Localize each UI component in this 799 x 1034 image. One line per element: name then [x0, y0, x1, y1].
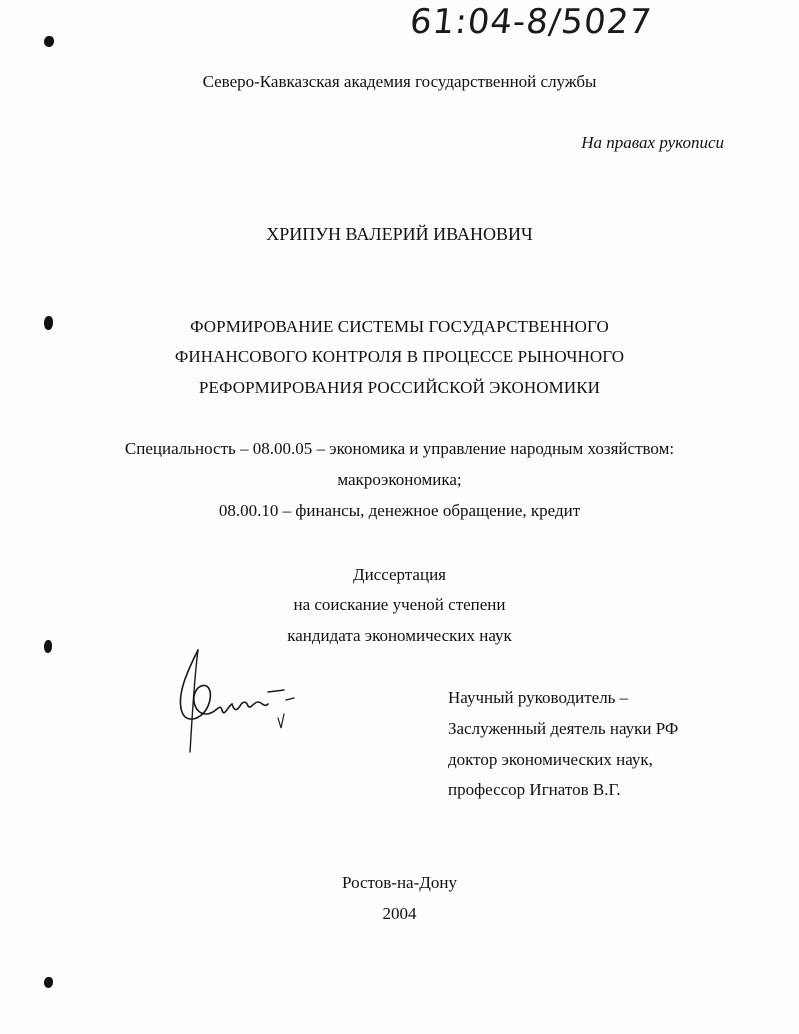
punch-hole-mark [44, 36, 54, 47]
supervisor-line: Заслуженный деятель науки РФ [448, 719, 679, 738]
specialty-line: макроэкономика; [337, 470, 462, 489]
dissertation-line: Диссертация [352, 565, 446, 584]
thesis-title-line: РЕФОРМИРОВАНИЯ РОССИЙСКОЙ ЭКОНОМИКИ [198, 378, 601, 397]
thesis-title-line: ФОРМИРОВАНИЕ СИСТЕМЫ ГОСУДАРСТВЕННОГО [190, 317, 609, 336]
dissertation-line: на соискание ученой степени [293, 595, 506, 614]
signature [168, 640, 308, 760]
author-name: ХРИПУН ВАЛЕРИЙ ИВАНОВИЧ [266, 224, 533, 244]
dissertation-line: кандидата экономических наук [287, 626, 512, 645]
institution-name: Северо-Кавказская академия государственной службы [202, 72, 597, 91]
rights-note: На правах рукописи [581, 133, 724, 152]
punch-hole-mark [44, 977, 53, 988]
archive-code: 61:04-8/5027 [407, 2, 654, 42]
specialty-line: Специальность – 08.00.05 – экономика и управление народным хозяйством: [124, 439, 675, 458]
specialty-line: 08.00.10 – финансы, денежное обращение, кредит [218, 501, 581, 520]
supervisor-line: профессор Игнатов В.Г. [448, 780, 621, 799]
thesis-title-line: ФИНАНСОВОГО КОНТРОЛЯ В ПРОЦЕССЕ РЫНОЧНОГО [174, 347, 625, 366]
city: Ростов-на-Дону [342, 873, 457, 892]
supervisor-line: Научный руководитель – [448, 688, 629, 707]
supervisor-line: доктор экономических наук, [448, 750, 653, 769]
year: 2004 [382, 904, 417, 923]
